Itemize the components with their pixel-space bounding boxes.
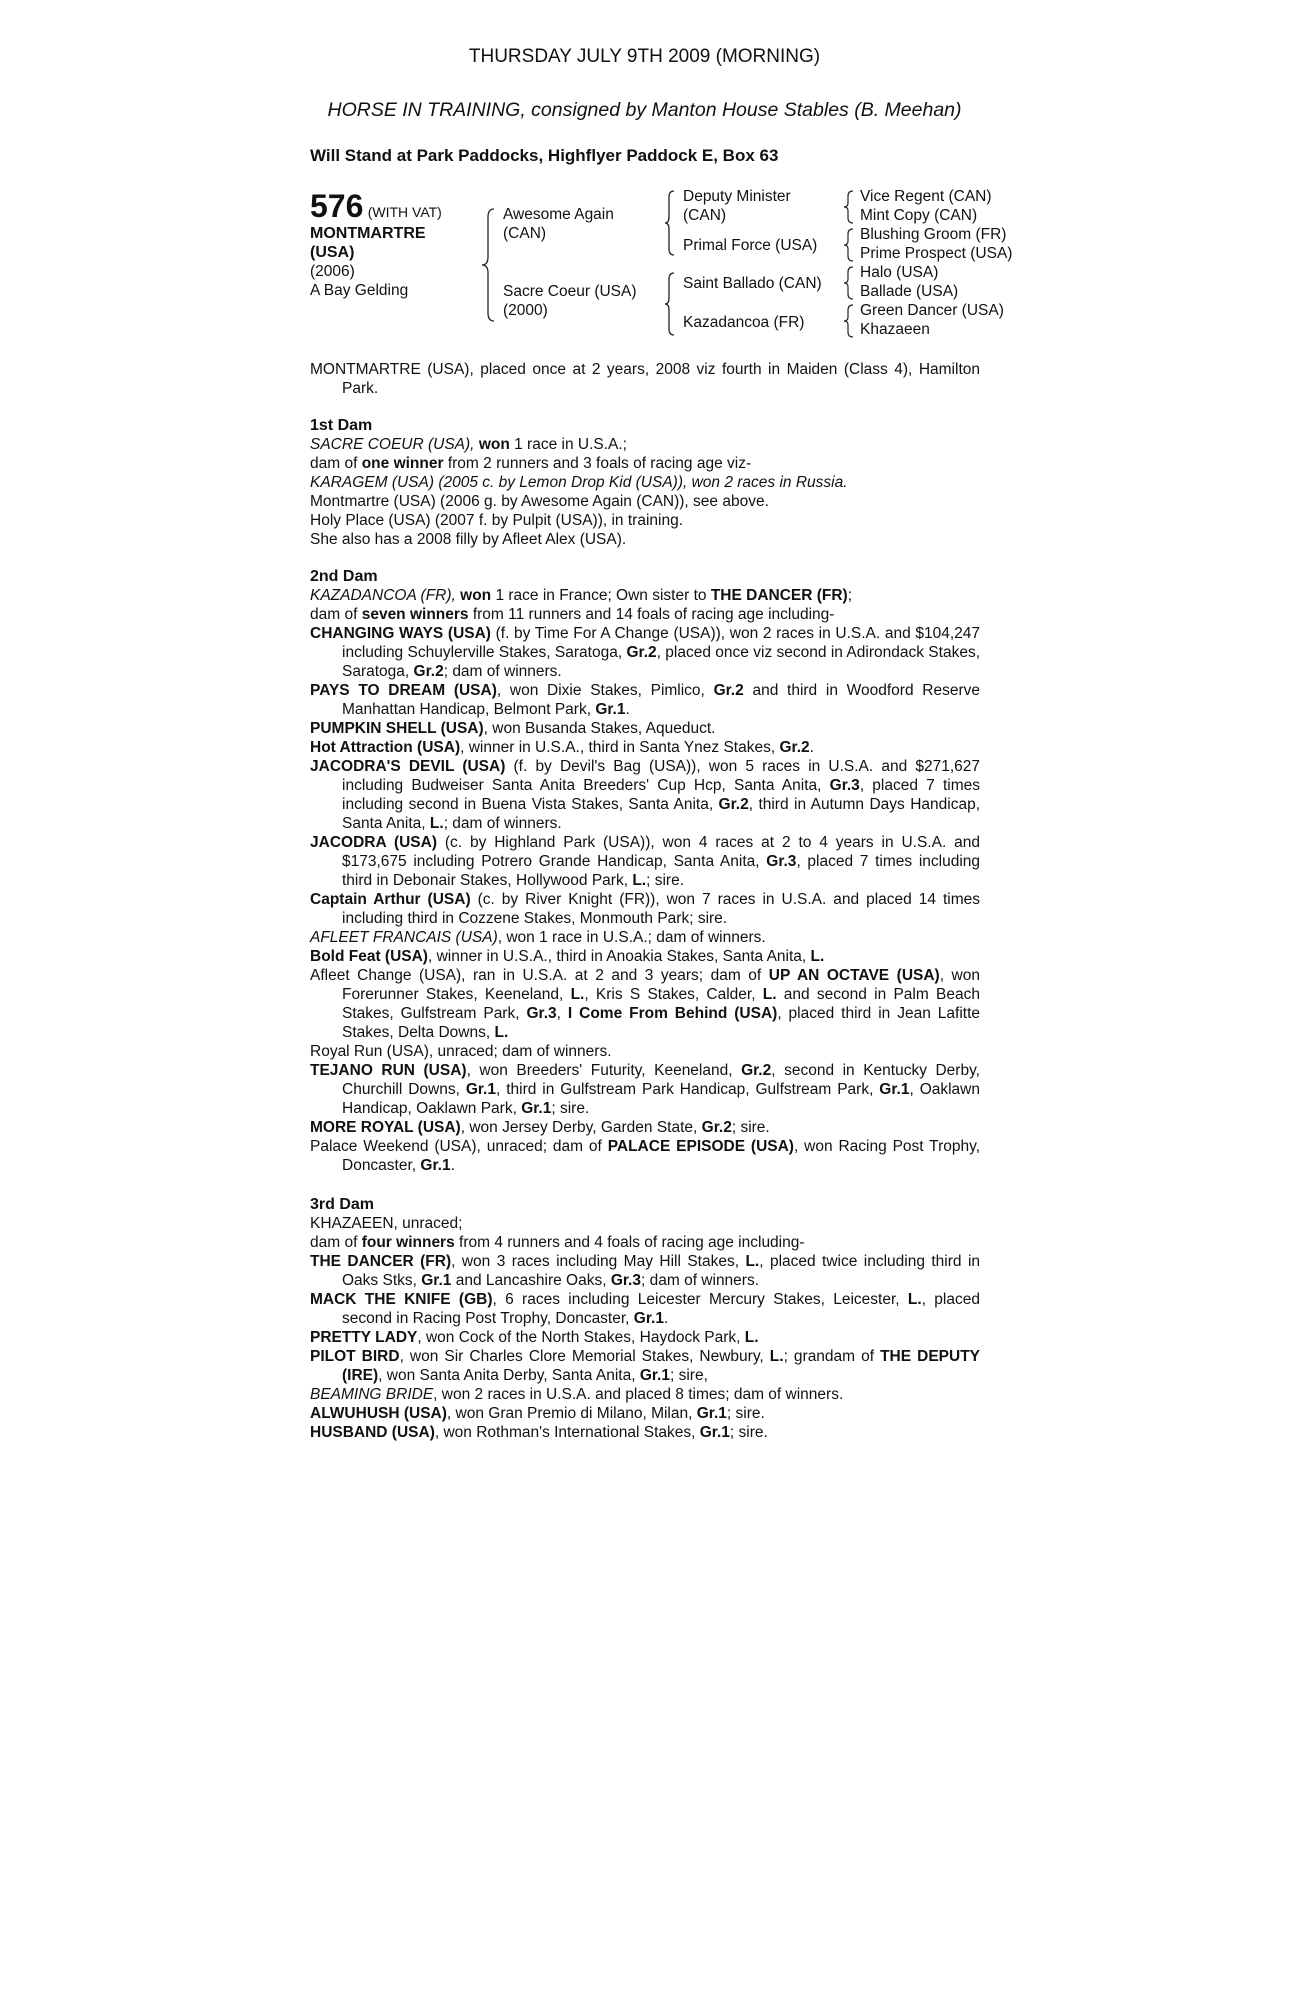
dd-sire: Green Dancer (USA) [860,302,1004,319]
dd-dam: Khazaeen [860,321,930,338]
horse-country: (USA) [310,244,355,261]
produce-entry: PILOT BIRD, won Sir Charles Clore Memorial Stakes, Newbury, L.; grandam of THE DEPUTY (IRE), won Santa Anita Derby, Santa Anita, Gr.1; sire, [310,1348,981,1384]
dam-dam: Kazadancoa (FR) [683,314,805,331]
produce-entry: CHANGING WAYS (USA) (f. by Time For A Change (USA)), won 2 races in U.S.A. and $104,247 including Schuylerville Stakes, Saratoga, Gr.2, placed once viz second in Adirondack Stakes, Saratoga, Gr.2; dam of winners. [310,625,980,680]
produce-entry: Bold Feat (USA), winner in U.S.A., third in Anoakia Stakes, Santa Anita, L. [310,948,825,965]
first-dam-footer: She also has a 2008 filly by Afleet Alex (USA). [310,531,627,548]
first-dam-produce: dam of one winner from 2 runners and 3 foals of racing age viz- [310,455,752,472]
produce-entry: TEJANO RUN (USA), won Breeders' Futurity, Keeneland, Gr.2, second in Kentucky Derby, Churchill Downs, Gr.1, third in Gulfstream Park Handicap, Gulfstream Park, Gr.1, Oaklawn Handicap, Oaklawn Park, Gr.1; sire. [310,1062,980,1117]
first-dam-heading: 1st Dam [310,417,373,434]
third-dam-section [310,1195,980,1442]
ss-sire: Vice Regent (CAN) [860,188,992,205]
pedigree-brace-2a [663,188,677,258]
produce-entry: JACODRA (USA) (c. by Highland Park (USA)), won 4 races at 2 to 4 years in U.S.A. and $173,675 including Potrero Grande Handicap, Santa Anita, Gr.3, placed 7 times including third in Debonair Stakes, Hollywood Park, L.; sire. [310,834,981,889]
produce-entry: MORE ROYAL (USA), won Jersey Derby, Garden State, Gr.2; sire. [310,1119,770,1136]
produce-entry: THE DANCER (FR), won 3 races including May Hill Stakes, L., placed twice including third in Oaks Stks, Gr.1 and Lancashire Oaks, Gr.3; dam of winners. [310,1253,981,1289]
third-dam-heading: 3rd Dam [310,1196,375,1213]
first-dam-foal: Montmartre (USA) (2006 g. by Awesome Again (CAN)), see above. [310,493,769,510]
sale-date: THURSDAY JULY 9TH 2009 (MORNING) [468,46,821,67]
horse-name: MONTMARTRE [310,225,426,242]
sire-sire: Deputy Minister (CAN) [683,188,791,224]
vat-note: (WITH VAT) [367,204,442,220]
sd-sire: Blushing Groom (FR) [860,226,1007,243]
produce-entry: Afleet Change (USA), ran in U.S.A. at 2 and 3 years; dam of UP AN OCTAVE (USA), won Forerunner Stakes, Keeneland, L., Kris S Stakes, Calder, L. and second in Palm Beach Stakes, Gulfstream Park, Gr.3, I Come From Behind (USA), placed third in Jean Lafitte Stakes, Delta Downs, L. [310,967,980,1041]
produce-entry: PAYS TO DREAM (USA), won Dixie Stakes, Pimlico, Gr.2 and third in Woodford Reserve Manhattan Handicap, Belmont Park, Gr.1. [310,682,980,718]
produce-entry: PRETTY LADY, won Cock of the North Stakes, Haydock Park, L. [310,1329,759,1346]
sd-dam: Prime Prospect (USA) [860,245,1013,262]
pedigree-brace-3b [842,226,856,264]
race-record-intro: MONTMARTRE (USA), placed once at 2 years, 2008 viz fourth in Maiden (Class 4), Hamilton Park. [310,361,980,397]
produce-entry: HUSBAND (USA), won Rothman's International Stakes, Gr.1; sire. [310,1424,768,1441]
dam-sire: Saint Ballado (CAN) [683,275,822,292]
first-dam-record: SACRE COEUR (USA), won 1 race in U.S.A.; [310,436,627,453]
ds-sire: Halo (USA) [860,264,939,281]
first-dam-section [310,416,980,549]
pedigree-brace-1 [480,205,500,325]
third-dam-produce: dam of four winners from 4 runners and 4 foals of racing age including- [310,1234,805,1251]
horse-year: (2006) [310,263,355,280]
produce-entry: AFLEET FRANCAIS (USA), won 1 race in U.S.A.; dam of winners. [310,929,766,946]
produce-entry: JACODRA'S DEVIL (USA) (f. by Devil's Bag (USA)), won 5 races in U.S.A. and $271,627 including Budweiser Santa Anita Breeders' Cup Hcp, Santa Anita, Gr.3, placed 7 times including second in Buena Vista Stakes, Santa Anita, Gr.2, third in Autumn Days Handicap, Santa Anita, L.; dam of winners. [310,758,980,832]
second-dam-produce: dam of seven winners from 11 runners and 14 foals of racing age including- [310,606,835,623]
third-dam-record: KHAZAEEN, unraced; [310,1215,463,1232]
stand-location: Will Stand at Park Paddocks, Highflyer Paddock E, Box 63 [310,146,779,165]
produce-entry: Captain Arthur (USA) (c. by River Knight (FR)), won 7 races in U.S.A. and placed 14 times including third in Cozzene Stakes, Monmouth Park; sire. [310,891,981,927]
lot-number: 576 [310,188,364,224]
horse-description: A Bay Gelding [310,282,409,299]
pedigree-brace-3d [842,302,856,340]
produce-entry: BEAMING BRIDE, won 2 races in U.S.A. and placed 8 times; dam of winners. [310,1386,844,1403]
sire: Awesome Again (CAN) [503,206,614,242]
produce-entry: Palace Weekend (USA), unraced; dam of PALACE EPISODE (USA), won Racing Post Trophy, Doncaster, Gr.1. [310,1138,980,1174]
second-dam-heading: 2nd Dam [310,568,378,585]
produce-entry: Hot Attraction (USA), winner in U.S.A., third in Santa Ynez Stakes, Gr.2. [310,739,814,756]
second-dam-record: KAZADANCOA (FR), won 1 race in France; Own sister to THE DANCER (FR); [310,587,853,604]
pedigree-brace-3c [842,264,856,302]
consignment-line: HORSE IN TRAINING, consigned by Manton House Stables (B. Meehan) [327,99,962,121]
ss-dam: Mint Copy (CAN) [860,207,978,224]
lot-info [310,190,442,300]
sire-dam: Primal Force (USA) [683,237,818,254]
second-dam-section [310,567,980,1175]
produce-entry: PUMPKIN SHELL (USA), won Busanda Stakes, Aqueduct. [310,720,716,737]
produce-entry: Royal Run (USA), unraced; dam of winners. [310,1043,612,1060]
first-dam-foal: Holy Place (USA) (2007 f. by Pulpit (USA)), in training. [310,512,683,529]
produce-entry: MACK THE KNIFE (GB), 6 races including Leicester Mercury Stakes, Leicester, L., placed second in Racing Post Trophy, Doncaster, Gr.1. [310,1291,980,1327]
dam: Sacre Coeur (USA) (2000) [503,283,637,319]
first-dam-foal: KARAGEM (USA) (2005 c. by Lemon Drop Kid (USA)), won 2 races in Russia. [310,474,848,491]
pedigree-brace-2b [663,270,677,338]
produce-entry: ALWUHUSH (USA), won Gran Premio di Milano, Milan, Gr.1; sire. [310,1405,765,1422]
pedigree-brace-3a [842,188,856,226]
ds-dam: Ballade (USA) [860,283,959,300]
